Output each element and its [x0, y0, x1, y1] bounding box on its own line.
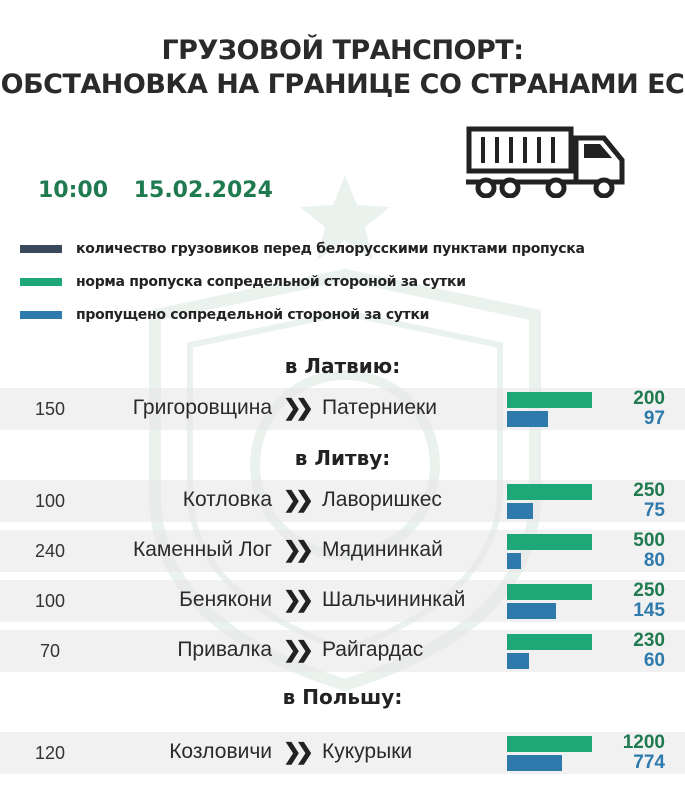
checkpoint-from: Бенякони [179, 588, 272, 611]
queue-count: 70 [39, 641, 61, 661]
double-chevron-right-icon: ❯❯ [283, 739, 308, 764]
queue-count: 240 [34, 541, 66, 561]
checkpoint-from: Козловичи [169, 740, 272, 763]
checkpoint-from: Каменный Лог [132, 538, 272, 561]
bar-norm [507, 392, 592, 408]
group-heading: в Латвию: [284, 354, 401, 378]
legend [20, 232, 585, 331]
legend-item-queue [20, 232, 585, 265]
title-line-1: ГРУЗОВОЙ ТРАНСПОРТ: [161, 35, 524, 66]
double-chevron-right-icon: ❯❯ [283, 537, 308, 562]
value-passed: 60 [643, 650, 665, 671]
table-row [0, 630, 685, 672]
legend-label-queue: количество грузовиков перед белорусскими пунктами пропуска [76, 240, 585, 257]
queue-count: 100 [34, 491, 66, 511]
queue-count: 100 [34, 591, 66, 611]
legend-swatch-passed [20, 311, 62, 319]
checkpoint-to: Лаворишкес [322, 488, 442, 511]
double-chevron-right-icon: ❯❯ [283, 637, 308, 662]
legend-swatch-queue [20, 245, 62, 253]
checkpoint-to: Мядининкай [322, 538, 443, 561]
legend-label-passed: пропущено сопредельной стороной за сутки [76, 306, 430, 323]
queue-count: 150 [34, 399, 66, 419]
value-passed: 75 [643, 500, 665, 521]
date-label: 15.02.2024 [133, 178, 273, 203]
checkpoint-from: Григоровщина [132, 396, 272, 419]
value-passed: 145 [633, 600, 665, 621]
bar-norm [507, 584, 592, 600]
legend-label-norm: норма пропуска сопредельной стороной за сутки [76, 273, 466, 290]
value-norm: 200 [633, 388, 665, 409]
checkpoint-from: Привалка [177, 638, 272, 661]
queue-count: 120 [34, 743, 66, 763]
checkpoint-to: Кукурыки [322, 740, 413, 763]
table-row [0, 480, 685, 522]
bar-norm [507, 634, 592, 650]
bar-passed [507, 603, 556, 619]
truck-icon [466, 126, 628, 198]
bar-passed [507, 553, 521, 569]
time-label: 10:00 [38, 178, 109, 203]
bar-passed [507, 653, 529, 669]
value-norm: 230 [633, 630, 665, 651]
double-chevron-right-icon: ❯❯ [283, 395, 308, 420]
group-heading: в Польшу: [282, 685, 403, 709]
title-line-2: ОБСТАНОВКА НА ГРАНИЦЕ СО СТРАНАМИ ЕС [0, 69, 685, 100]
checkpoint-to: Райгардас [322, 638, 424, 661]
legend-swatch-norm [20, 278, 62, 286]
legend-item-norm [20, 265, 585, 298]
group-heading: в Литву: [294, 446, 391, 470]
table-row [0, 732, 685, 774]
bar-norm [507, 736, 592, 752]
table-row [0, 388, 685, 430]
value-passed: 774 [633, 752, 665, 773]
value-norm: 250 [633, 480, 665, 501]
table-row [0, 530, 685, 572]
timestamp [38, 178, 291, 203]
double-chevron-right-icon: ❯❯ [283, 587, 308, 612]
legend-item-passed [20, 298, 585, 331]
double-chevron-right-icon: ❯❯ [283, 487, 308, 512]
bar-norm [507, 534, 592, 550]
checkpoint-to: Шальчининкай [322, 588, 466, 611]
page-title [0, 34, 685, 102]
bar-passed [507, 755, 562, 771]
value-norm: 1200 [622, 732, 665, 753]
bar-passed [507, 411, 548, 427]
value-passed: 80 [643, 550, 665, 571]
checkpoint-to: Патерниеки [322, 396, 437, 419]
checkpoint-from: Котловка [182, 488, 272, 511]
bar-passed [507, 503, 533, 519]
value-norm: 250 [633, 580, 665, 601]
value-norm: 500 [633, 530, 665, 551]
bar-norm [507, 484, 592, 500]
table-row [0, 580, 685, 622]
value-passed: 97 [643, 408, 665, 429]
